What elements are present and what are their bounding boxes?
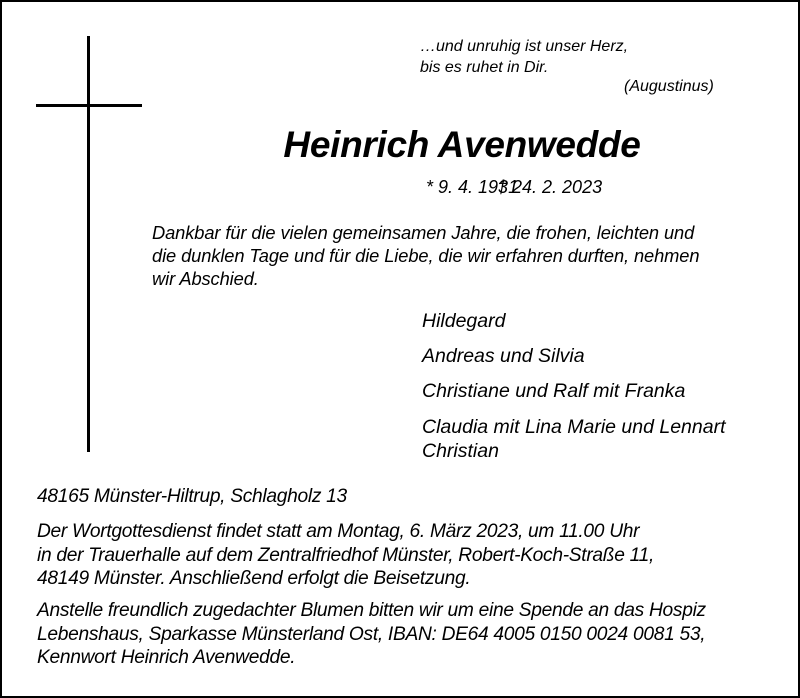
donation-info — [37, 599, 706, 670]
family-member: Claudia mit Lina Marie und Lennart — [422, 416, 726, 438]
birth-date: * 9. 4. 1931 — [426, 177, 519, 197]
donation-line: Anstelle freundlich zugedachter Blumen bitten wir um eine Spende an das Hospiz — [37, 600, 706, 621]
intro-line: Dankbar für die vielen gemeinsamen Jahre, die frohen, leichten und — [152, 222, 695, 243]
donation-line: Kennwort Heinrich Avenwedde. — [37, 647, 296, 668]
quote-line: …und unruhig ist unser Herz, — [420, 38, 629, 55]
deceased-name: Heinrich Avenwedde — [283, 124, 641, 165]
family-member: Christian — [422, 440, 499, 462]
family-member: Hildegard — [422, 310, 506, 332]
address: 48165 Münster-Hiltrup, Schlagholz 13 — [37, 486, 347, 507]
quote — [420, 36, 628, 78]
death-date: † 24. 2. 2023 — [497, 177, 603, 197]
quote-source: (Augustinus) — [624, 78, 714, 95]
cross-icon-bar — [36, 104, 142, 107]
service-line: 48149 Münster. Anschließend erfolgt die Beisetzung. — [37, 568, 471, 589]
service-line: Der Wortgottesdienst findet statt am Montag, 6. März 2023, um 11.00 Uhr — [37, 521, 640, 542]
family-member: Andreas und Silvia — [422, 345, 585, 367]
donation-line: Lebenshaus, Sparkasse Münsterland Ost, IBAN: DE64 4005 0150 0024 0081 53, — [37, 623, 706, 645]
intro-line: die dunklen Tage und für die Liebe, die wir erfahren durften, nehmen — [152, 245, 700, 266]
intro-text — [152, 221, 699, 290]
intro-line: wir Abschied. — [152, 268, 259, 289]
quote-line: bis es ruhet in Dir. — [420, 59, 549, 76]
cross-icon — [87, 36, 90, 452]
family-member: Christiane und Ralf mit Franka — [422, 380, 686, 402]
service-line: in der Trauerhalle auf dem Zentralfriedhof Münster, Robert-Koch-Straße 11, — [37, 544, 654, 566]
service-info — [37, 520, 654, 591]
